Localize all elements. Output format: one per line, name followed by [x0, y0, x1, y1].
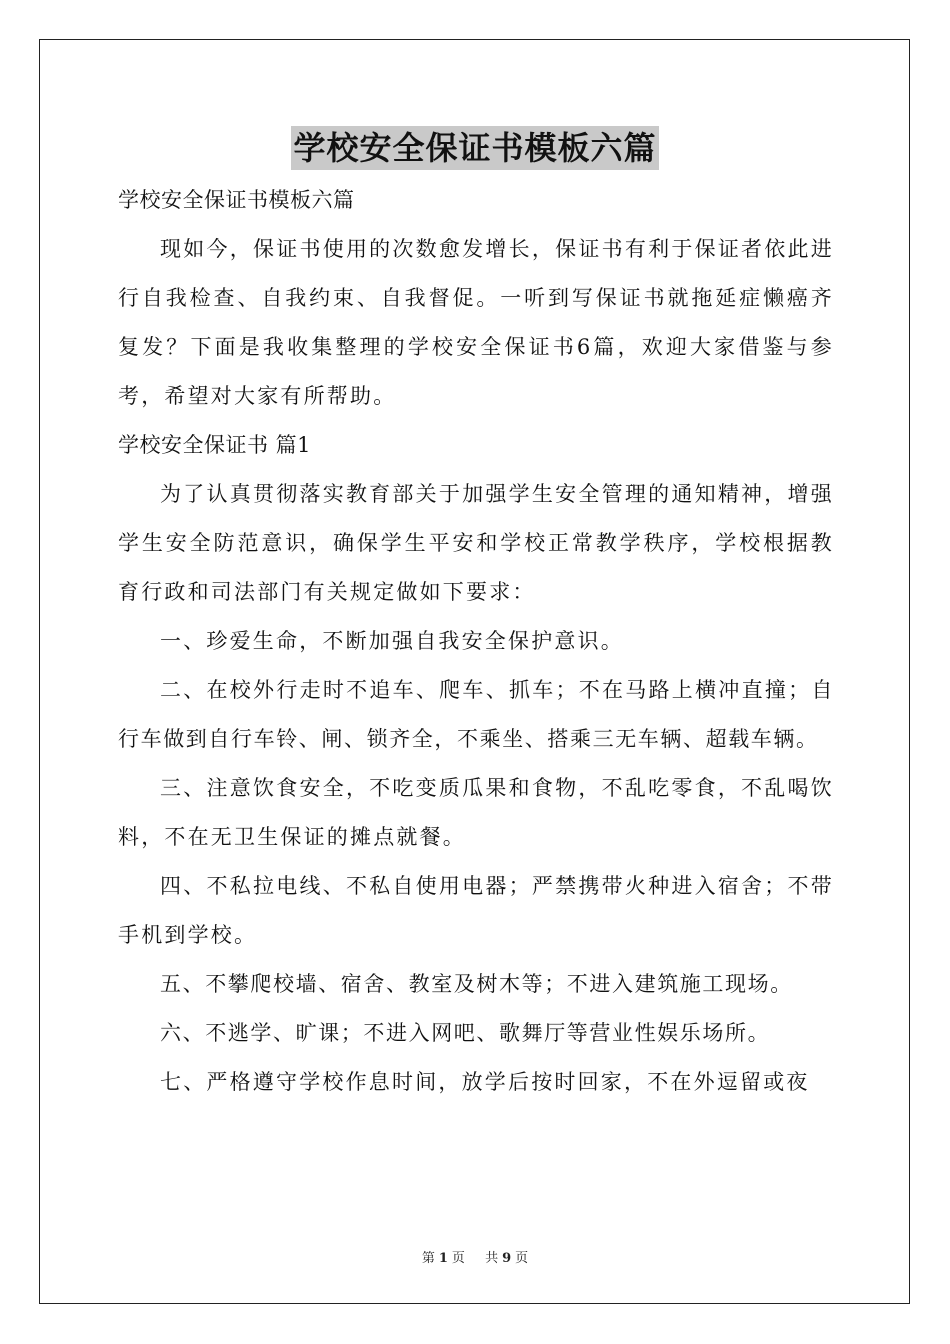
title-container	[0, 126, 950, 170]
intro-paragraph: 现如今，保证书使用的次数愈发增长，保证书有利于保证者依此进行自我检查、自我约束、自我督促。一听到写保证书就拖延症懒癌齐复发？下面是我收集整理的学校安全保证书6篇，欢迎大家借鉴与参考，希望对大家有所帮助。	[118, 237, 834, 408]
total-label-post: 页	[515, 1251, 529, 1266]
page-total	[481, 1251, 532, 1266]
rule-item-7: 七、严格遵守学校作息时间，放学后按时回家，不在外逗留或夜	[160, 1070, 810, 1094]
document-subtitle: 学校安全保证书模板六篇	[118, 188, 355, 212]
page-current: 1	[438, 1251, 448, 1266]
total-count: 9	[502, 1251, 512, 1266]
rule-item-6: 六、不逃学、旷课；不进入网吧、歌舞厅等营业性娱乐场所。	[160, 1021, 771, 1045]
section-heading: 学校安全保证书 篇1	[118, 433, 312, 457]
rule-item-5: 五、不攀爬校墙、宿舍、教室及树木等；不进入建筑施工现场。	[160, 972, 793, 996]
document-title: 学校安全保证书模板六篇	[291, 126, 658, 170]
page-number	[418, 1251, 469, 1266]
rule-item-3: 三、注意饮食安全，不吃变质瓜果和食物，不乱吃零食，不乱喝饮料，不在无卫生保证的摊点就餐。	[118, 776, 834, 849]
total-label-pre: 共	[485, 1251, 499, 1266]
page-footer	[0, 1247, 950, 1266]
page-label-mid: 页	[451, 1251, 465, 1266]
rule-item-4: 四、不私拉电线、不私自使用电器；严禁携带火种进入宿舍；不带手机到学校。	[118, 874, 834, 947]
page-label-pre: 第	[421, 1251, 435, 1266]
body-paragraph: 为了认真贯彻落实教育部关于加强学生安全管理的通知精神，增强学生安全防范意识，确保学生平安和学校正常教学秩序，学校根据教育行政和司法部门有关规定做如下要求：	[118, 482, 834, 604]
rule-item-2: 二、在校外行走时不追车、爬车、抓车；不在马路上横冲直撞；自行车做到自行车铃、闸、锁齐全，不乘坐、搭乘三无车辆、超载车辆。	[118, 678, 834, 751]
rule-item-1: 一、珍爱生命，不断加强自我安全保护意识。	[160, 629, 624, 653]
document-body	[118, 176, 834, 1107]
